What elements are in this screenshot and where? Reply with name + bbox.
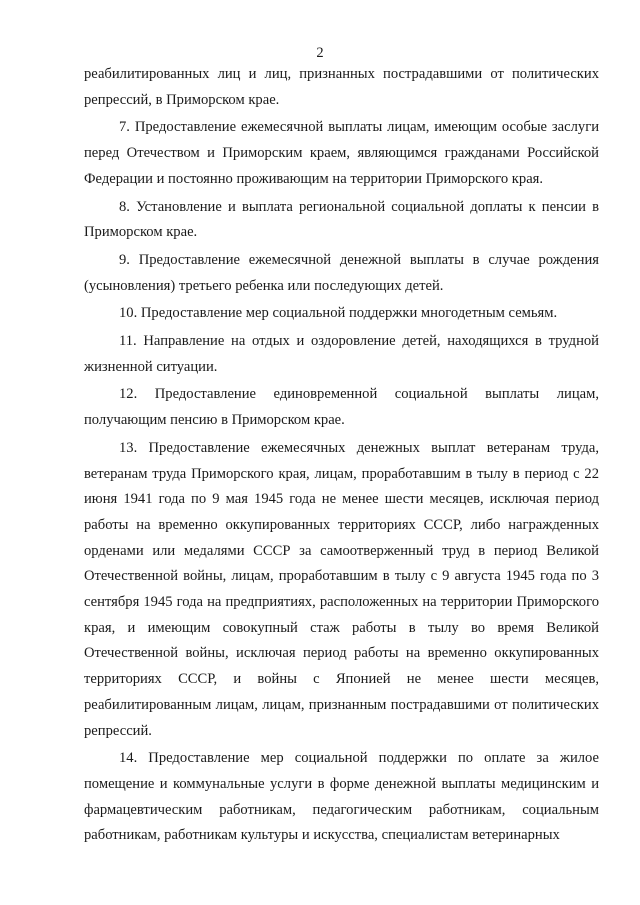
- paragraph-item-8: 8. Установление и выплата региональной социальной доплаты к пенсии в Приморском крае.: [84, 198, 599, 241]
- paragraph-item-14: 14. Предоставление мер социальной поддержки по оплате за жилое помещение и коммунальные услуги в форме денежной выплаты медицинским и фармацевтическим работникам, педагогическим работникам, социальным работникам, работникам культуры и искусства, специалистам ветеринарных: [84, 750, 599, 844]
- paragraph-item-9: 9. Предоставление ежемесячной денежной выплаты в случае рождения (усыновления) третьего ребенка или последующих детей.: [84, 251, 599, 294]
- page-number: 2: [316, 45, 324, 61]
- paragraph-item-11: 11. Направление на отдых и оздоровление детей, находящихся в трудной жизненной ситуации.: [84, 333, 599, 375]
- paragraph-item-7: 7. Предоставление ежемесячной выплаты лицам, имеющим особые заслуги перед Отечеством и Приморским краем, являющимся гражданами Российской Федерации и постоянно проживающим на территории Приморского края.: [84, 119, 599, 187]
- paragraph-item-10: 10. Предоставление мер социальной поддержки многодетным семьям.: [119, 305, 558, 322]
- paragraph-continuation: реабилитированных лиц и лиц, признанных пострадавшими от политических репрессий, в Приморском крае.: [84, 66, 599, 108]
- paragraph-item-12: 12. Предоставление единовременной социальной выплаты лицам, получающим пенсию в Приморском крае.: [84, 386, 599, 429]
- document-body: [84, 62, 599, 849]
- paragraph-item-13: 13. Предоставление ежемесячных денежных выплат ветеранам труда, ветеранам труда Приморского края, лицам, проработавшим в тылу в период с 22 июня 1941 года по 9 мая 1945 года не менее шести месяцев, исключая период работы на временно оккупированных территориях СССР, либо награжденных орденами или медалями СССР за самоотверженный труд в период Великой Отечественной войны, лицам, проработавшим в тылу с 9 августа 1945 года по 3 сентября 1945 года на предприятиях, расположенных на территории Приморского края, и имеющим совокупный стаж работы в тылу во время Великой Отечественной войны, исключая период работы на временно оккупированных территориях СССР, и войны с Японией не менее шести месяцев, реабилитированным лицам, лицам, признанным пострадавшими от политических репрессий.: [84, 439, 599, 739]
